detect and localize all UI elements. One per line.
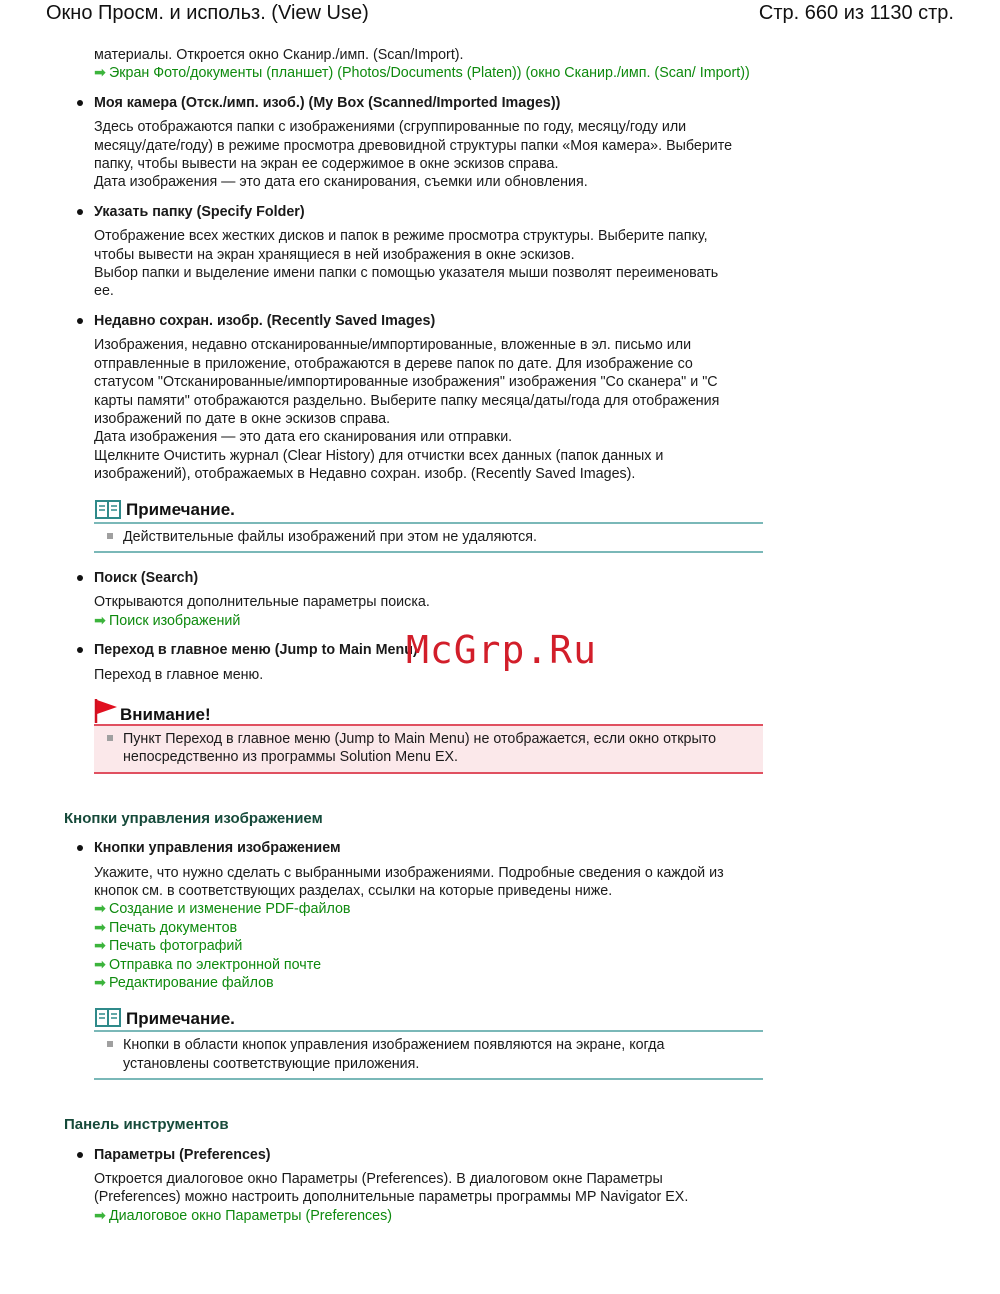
specify-folder-body: Отображение всех жестких дисков и папок в режиме просмотра структуры. Выберите папку, чтобы вывести на экран хранящиеся в ней изображения в окне эскизов. Выбор папки и выделение имени папки с помощью указателя мыши позволят переименовать ее. [94,228,719,300]
page-counter: Стр. 660 из 1130 стр. [758,2,954,24]
link-preferences-dialog[interactable]: ➡ Диалоговое окно Параметры (Preferences) [94,1207,393,1224]
warning-box [94,698,763,774]
note-item: Действительные файлы изображений при этом не удаляются. [94,524,763,551]
jump-title: Переход в главное меню (Jump to Main Menu) [94,641,764,659]
note-item: Кнопки в области кнопок управления изображением появляются на экране, когда установлены соответствующие приложения. [94,1032,763,1078]
warning-title: Внимание! [120,704,211,724]
link-edit-files[interactable]: ➡ Редактирование файлов [94,975,274,992]
section-toolbar: Панель инструментов [64,1116,229,1134]
watermark: McGrp.Ru [406,628,598,672]
arrow-right-icon: ➡ [94,919,106,936]
arrow-right-icon: ➡ [94,1207,106,1224]
intro-text: материалы. Откроется окно Сканир./имп. (Scan/Import). [94,47,464,63]
link-pdf[interactable]: ➡ Создание и изменение PDF-файлов [94,901,351,918]
arrow-right-icon: ➡ [94,956,106,973]
section-image-controls: Кнопки управления изображением [64,809,323,827]
note-box [94,496,763,553]
arrow-right-icon: ➡ [94,938,106,955]
arrow-right-icon: ➡ [94,65,106,82]
link-photos-documents[interactable]: ➡ Экран Фото/документы (планшет) (Photos/Documents (Platen)) (окно Сканир./имп. (Scan/ Import)) [94,65,750,82]
image-controls-title: Кнопки управления изображением [94,839,764,857]
note-box-2 [94,1004,763,1080]
link-email[interactable]: ➡ Отправка по электронной почте [94,956,322,973]
preferences-title: Параметры (Preferences) [94,1146,764,1164]
note-title: Примечание. [126,500,235,520]
search-text: Открываются дополнительные параметры поиска. [94,594,430,611]
jump-text: Переход в главное меню. [94,666,264,683]
book-icon [94,498,122,520]
link-print-documents[interactable]: ➡ Печать документов [94,919,238,936]
book-icon [94,1006,122,1028]
link-print-photos[interactable]: ➡ Печать фотографий [94,938,243,955]
image-controls-body: Укажите, что нужно сделать с выбранными изображениями. Подробные сведения о каждой из кнопок см. в соответствующих разделах, ссылки на которые приведены ниже. [94,864,724,899]
red-flag-icon [94,698,118,724]
note-title: Примечание. [126,1009,235,1029]
my-box-title: Моя камера (Отск./имп. изоб.) (My Box (Scanned/Imported Images)) [94,94,764,112]
header-title: Окно Просм. и использ. (View Use) [46,2,369,24]
link-search-images[interactable]: ➡ Поиск изображений [94,612,241,629]
search-title: Поиск (Search) [94,569,764,587]
my-box-body: Здесь отображаются папки с изображениями (сгруппированные по году, месяцу/году или месяцу/дате/году) в режиме просмотра древовидной структуры папки «Моя камера». Выберите папку, чтобы вывести на экран ее содержимое в окне эскизов справа. Дата изображения — это дата его сканирования, съемки или обновления. [94,119,733,191]
warning-item: Пункт Переход в главное меню (Jump to Main Menu) не отображается, если окно открыто непосредственно из программы Solution Menu EX. [94,726,763,772]
recent-body: Изображения, недавно отсканированные/импортированные, вложенные в эл. письмо или отправленные в приложение, отображаются в дереве папок по дате. Для изображение со статусом "Отсканированные/импортированные изображения" изображения "Со сканера" и "С карты памяти" отображаются раздельно. Выберите папку месяца/даты/года для отображения изображений по дате в окне эскизов справа. Дата изображения — это дата его сканирования или отправки. Щелкните Очистить журнал (Clear History) для отчистки всех данных (папок данных и изображений), отображаемых в Недавно сохран. изобр. (Recently Saved Images). [94,337,720,483]
arrow-right-icon: ➡ [94,975,106,992]
preferences-body: Откроется диалоговое окно Параметры (Preferences). В диалоговом окне Параметры (Preferences) можно настроить дополнительные параметры программы MP Navigator EX. [94,1171,689,1206]
recent-title: Недавно сохран. изобр. (Recently Saved Images) [94,312,764,330]
specify-folder-title: Указать папку (Specify Folder) [94,203,764,221]
arrow-right-icon: ➡ [94,612,106,629]
arrow-right-icon: ➡ [94,901,106,918]
